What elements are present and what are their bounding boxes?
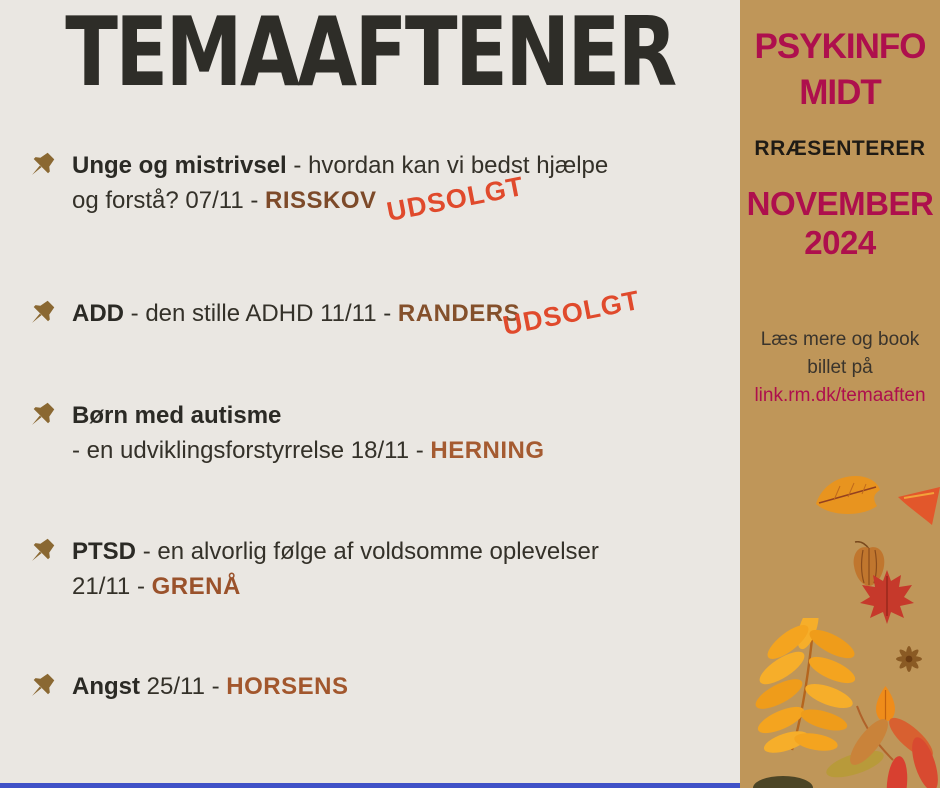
event-location: GRENÅ: [151, 573, 241, 600]
event-location: HERNING: [430, 437, 545, 464]
sold-out-badge: UDSOLGT: [384, 171, 527, 227]
event-line: [72, 148, 716, 183]
event-line: [72, 534, 716, 569]
event-desc: og forstå? 07/11 -: [72, 187, 259, 214]
cta-line2: billet på: [807, 357, 873, 378]
event-desc: - hvordan kan vi bedst hjælpe: [293, 152, 609, 179]
maple-leaf-icon: [860, 568, 914, 624]
cta-text: [740, 326, 940, 410]
pushpin-icon: [19, 663, 64, 708]
sold-out-badge: UDSOLGT: [500, 285, 643, 341]
pushpin-icon: [19, 142, 64, 187]
event-name: PTSD: [72, 538, 137, 565]
event-line: [72, 569, 716, 604]
leaf-fragment-icon: [898, 487, 940, 525]
cta-line1: Læs mere og book: [760, 329, 920, 350]
org-name-line1: PSYKINFO: [754, 27, 926, 66]
month-name: NOVEMBER: [746, 185, 934, 222]
month-label: [740, 184, 940, 262]
page-title: TEMAAFTENER: [65, 0, 675, 109]
pushpin-icon: [19, 392, 64, 437]
event-desc: - den stille ADHD 11/11 -: [130, 300, 392, 327]
pushpin-icon: [19, 290, 64, 335]
event-desc: 25/11 -: [146, 673, 220, 700]
booking-link[interactable]: link.rm.dk/temaaften: [754, 385, 926, 406]
sidebar: [740, 0, 940, 788]
footer-strip: [0, 783, 740, 788]
event-name: Unge og mistrivsel: [72, 152, 287, 179]
year: 2024: [804, 224, 876, 261]
presents-label: RRÆSENTERER: [754, 137, 926, 160]
event-angst: [26, 669, 716, 704]
dark-leaf-edge-icon: [752, 774, 814, 788]
event-location: HORSENS: [226, 673, 349, 700]
creeper-leaf-icon: [815, 702, 940, 788]
event-name: Børn med autisme: [72, 402, 282, 429]
org-name: [740, 24, 940, 116]
event-ptsd: [26, 534, 716, 604]
event-location: RISSKOV: [265, 187, 377, 214]
org-name-line2: MIDT: [799, 73, 881, 112]
oak-leaf-icon: [812, 466, 884, 522]
event-line: [72, 433, 716, 468]
event-desc: - en udviklingsforstyrrelse 18/11 -: [72, 437, 424, 464]
event-name: ADD: [72, 300, 124, 327]
event-boern-med-autisme: [26, 398, 716, 468]
event-line: [72, 398, 716, 433]
event-location: RANDERS: [397, 300, 521, 327]
event-desc: 21/11 -: [72, 573, 145, 600]
star-anise-icon: [890, 642, 928, 676]
event-desc: - en alvorlig følge af voldsomme oplevelser: [142, 538, 599, 565]
event-line: [72, 669, 716, 704]
pushpin-icon: [19, 528, 64, 573]
event-name: Angst: [72, 673, 140, 700]
event-unge-og-mistrivsel: [26, 148, 716, 218]
